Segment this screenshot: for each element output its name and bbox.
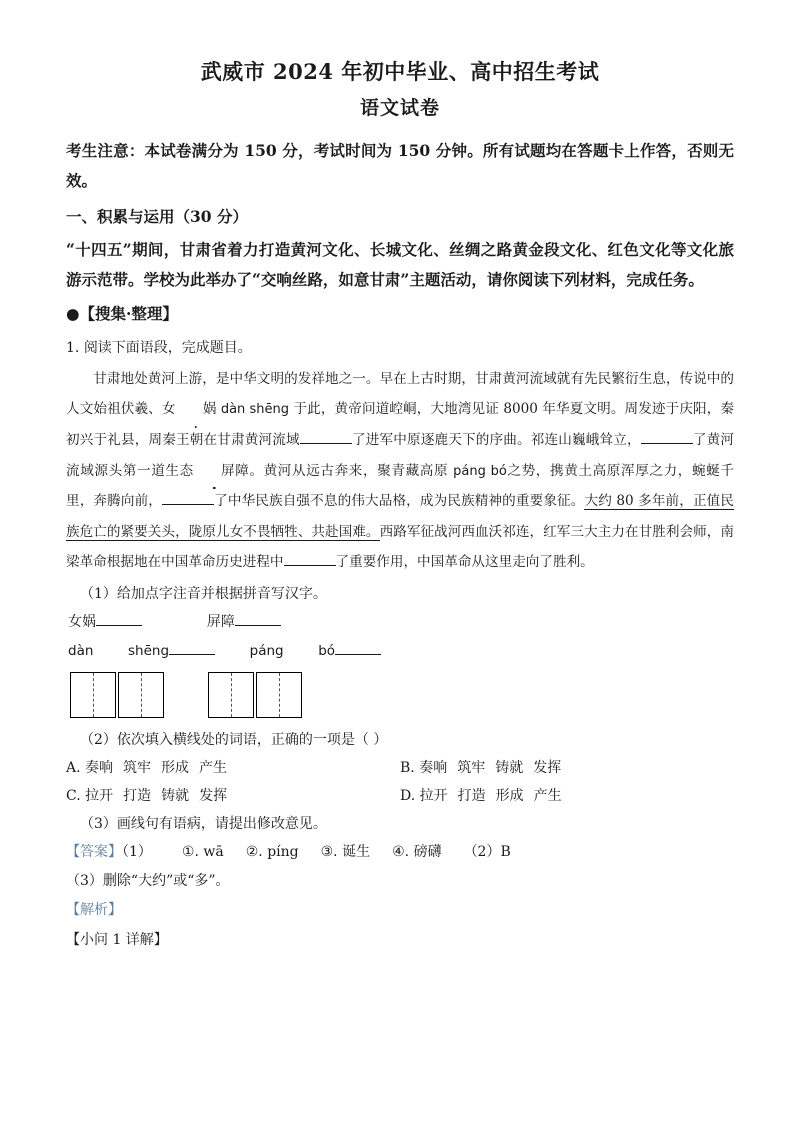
answer-line-1 bbox=[66, 838, 734, 867]
passage-part-7: 了中华民族自强不息的伟大品格，成为民族精神的重要象征。 bbox=[214, 493, 585, 510]
passage-part-2: 于此，黄帝问道崆峒，大地湾见证 8000 年华夏文明。周发迹于庆阳，秦初兴于礼县，周秦王朝在甘肃黄河流域 bbox=[66, 401, 735, 449]
option-d[interactable] bbox=[400, 782, 734, 810]
writing-cell[interactable] bbox=[208, 672, 254, 718]
passage-blank-2 bbox=[641, 443, 693, 444]
option-b-word-3: 铸就 bbox=[495, 759, 524, 776]
answer-item-2-num: ②. bbox=[245, 843, 263, 860]
passage-part-3: 了进军中原逐鹿天下的序曲。祁连山巍峨耸立， bbox=[351, 432, 641, 449]
analysis-detail-heading: 【小问 1 详解】 bbox=[66, 931, 168, 948]
option-c[interactable] bbox=[66, 782, 400, 810]
section-intro: “十四五”期间，甘肃省着力打造黄河文化、长城文化、丝绸之路黄金段文化、红色文化等文化旅游示范带。学校为此举办了“交响丝路，如意甘肃”主题活动，请你阅读下列材料，完成任务。 bbox=[66, 239, 734, 289]
writing-cell[interactable] bbox=[256, 672, 302, 718]
fill-blank-pingzhang[interactable] bbox=[235, 625, 281, 626]
passage-blank-3 bbox=[162, 504, 214, 505]
option-a-word-1: 奏响 bbox=[85, 759, 114, 776]
answer-item-4-num: ④. bbox=[392, 843, 410, 860]
options-row-1 bbox=[66, 754, 734, 782]
option-b-label: B. bbox=[400, 759, 415, 776]
pinyin-sheng: shēng bbox=[128, 643, 170, 660]
option-b-word-2: 筑牢 bbox=[457, 759, 486, 776]
pinyin-bo: bó bbox=[318, 643, 336, 660]
question-number: 1. bbox=[66, 340, 80, 357]
passage-part-5: 障。黄河从远古奔来，聚青藏高原 bbox=[234, 462, 449, 479]
passage-blank-4 bbox=[284, 565, 336, 566]
dotted-char-ping: 屏 bbox=[194, 456, 235, 487]
passage-part-6: 之势，携黄土高原浑厚之力，蜿蜒千里，奔腾向前， bbox=[66, 462, 734, 510]
sub-question-2: （2）依次填入横线处的词语，正确的一项是（ ） bbox=[80, 731, 388, 748]
section-heading: 一、积累与运用（30 分） bbox=[66, 207, 248, 227]
passage-blank-1 bbox=[300, 443, 352, 444]
option-c-word-3: 铸就 bbox=[161, 787, 190, 804]
pinyin-dan: dàn bbox=[68, 643, 94, 660]
option-d-word-3: 形成 bbox=[495, 787, 524, 804]
option-b[interactable] bbox=[400, 754, 734, 782]
answer-item-1-num: ①. bbox=[181, 843, 199, 860]
reading-passage bbox=[66, 364, 734, 578]
passage-part-9: 了重要作用，中国革命从这里走向了胜利。 bbox=[335, 554, 594, 571]
answer-item-4-value: 磅礴 bbox=[413, 843, 442, 860]
exam-notice: 考生注意：本试卷满分为 150 分，考试时间为 150 分钟。所有试题均在答题卡上作答，否则无效。 bbox=[66, 141, 734, 191]
pinyin-blank-2[interactable] bbox=[335, 654, 381, 655]
pinyin-blank-1[interactable] bbox=[169, 654, 215, 655]
passage-part-1: 甘肃地处黄河上游，是中华文明的发祥地之一。早在上古时期，甘肃黄河流域就有先民繁衍生息，传说中的人文始祖伏羲、女 bbox=[66, 370, 734, 418]
pinyin-pangbo: páng bó bbox=[453, 463, 507, 479]
page-title: 武威市 2024 年初中毕业、高中招生考试 bbox=[200, 59, 600, 84]
option-c-word-4: 发挥 bbox=[199, 787, 228, 804]
answer-item-3-num: ③. bbox=[320, 843, 338, 860]
passage-part-4: 了黄河流域源头第一道生态 bbox=[66, 432, 735, 479]
option-a-word-3: 形成 bbox=[161, 759, 190, 776]
grid-pair-1 bbox=[70, 672, 164, 718]
option-d-label: D. bbox=[400, 787, 416, 804]
pinyin-dansheng: dàn shēng bbox=[220, 402, 290, 418]
writing-cell[interactable] bbox=[118, 672, 164, 718]
fill-blank-wa[interactable] bbox=[96, 625, 142, 626]
option-a-label: A. bbox=[66, 759, 81, 776]
page-content bbox=[66, 56, 734, 955]
answer-part1-label: （1） bbox=[122, 843, 152, 860]
fill-label-pingzhang: 屏障 bbox=[206, 613, 235, 630]
answer-item-3-value: 诞生 bbox=[342, 843, 371, 860]
answer-part2: （2）B bbox=[463, 843, 511, 860]
option-c-word-1: 拉开 bbox=[85, 787, 114, 804]
writing-cell[interactable] bbox=[70, 672, 116, 718]
pinyin-pang: páng bbox=[249, 643, 284, 660]
answer-line-2: （3）删除“大约”或“多”。 bbox=[66, 873, 230, 890]
option-d-word-2: 打造 bbox=[457, 787, 486, 804]
option-a[interactable] bbox=[66, 754, 400, 782]
grid-pair-2 bbox=[208, 672, 302, 718]
sub-question-3: （3）画线句有语病，请提出修改意见。 bbox=[80, 815, 327, 832]
options-row-2 bbox=[66, 782, 734, 810]
page-subtitle: 语文试卷 bbox=[359, 96, 440, 119]
option-c-label: C. bbox=[66, 787, 81, 804]
option-a-word-4: 产生 bbox=[199, 759, 228, 776]
option-b-word-1: 奏响 bbox=[419, 759, 448, 776]
pinyin-answer-row bbox=[66, 637, 734, 665]
answer-tag: 【答案】 bbox=[66, 843, 122, 860]
question-stem-text: 阅读下面语段，完成题目。 bbox=[83, 340, 252, 357]
dotted-char-wa: 娲 bbox=[176, 394, 217, 425]
option-d-word-4: 产生 bbox=[533, 787, 562, 804]
answer-item-1-value: wā bbox=[203, 843, 224, 860]
option-b-word-4: 发挥 bbox=[533, 759, 562, 776]
passage-part-8: 西路军征战河西血沃祁连，红军三大主力在甘胜利会师，南梁革命根据地在中国革命历史进程中 bbox=[66, 523, 735, 571]
fill-answer-row bbox=[66, 608, 734, 637]
fill-label-wa: 女娲 bbox=[68, 613, 96, 630]
option-a-word-2: 筑牢 bbox=[123, 759, 152, 776]
character-writing-grid bbox=[70, 672, 734, 718]
activity-heading: ●【搜集·整理】 bbox=[66, 304, 178, 324]
question-stem bbox=[66, 335, 734, 362]
answer-item-2-value: píng bbox=[267, 843, 299, 860]
passage-underlined-sentence: 大约 80 多年前，正值民族危亡的紧要关头，陇原儿女不畏牺牲、共赴国难。 bbox=[66, 493, 734, 540]
analysis-tag: 【解析】 bbox=[66, 902, 122, 919]
option-d-word-1: 拉开 bbox=[419, 787, 448, 804]
option-c-word-2: 打造 bbox=[123, 787, 152, 804]
sub-question-1: （1）给加点字注音并根据拼音写汉字。 bbox=[80, 585, 327, 602]
